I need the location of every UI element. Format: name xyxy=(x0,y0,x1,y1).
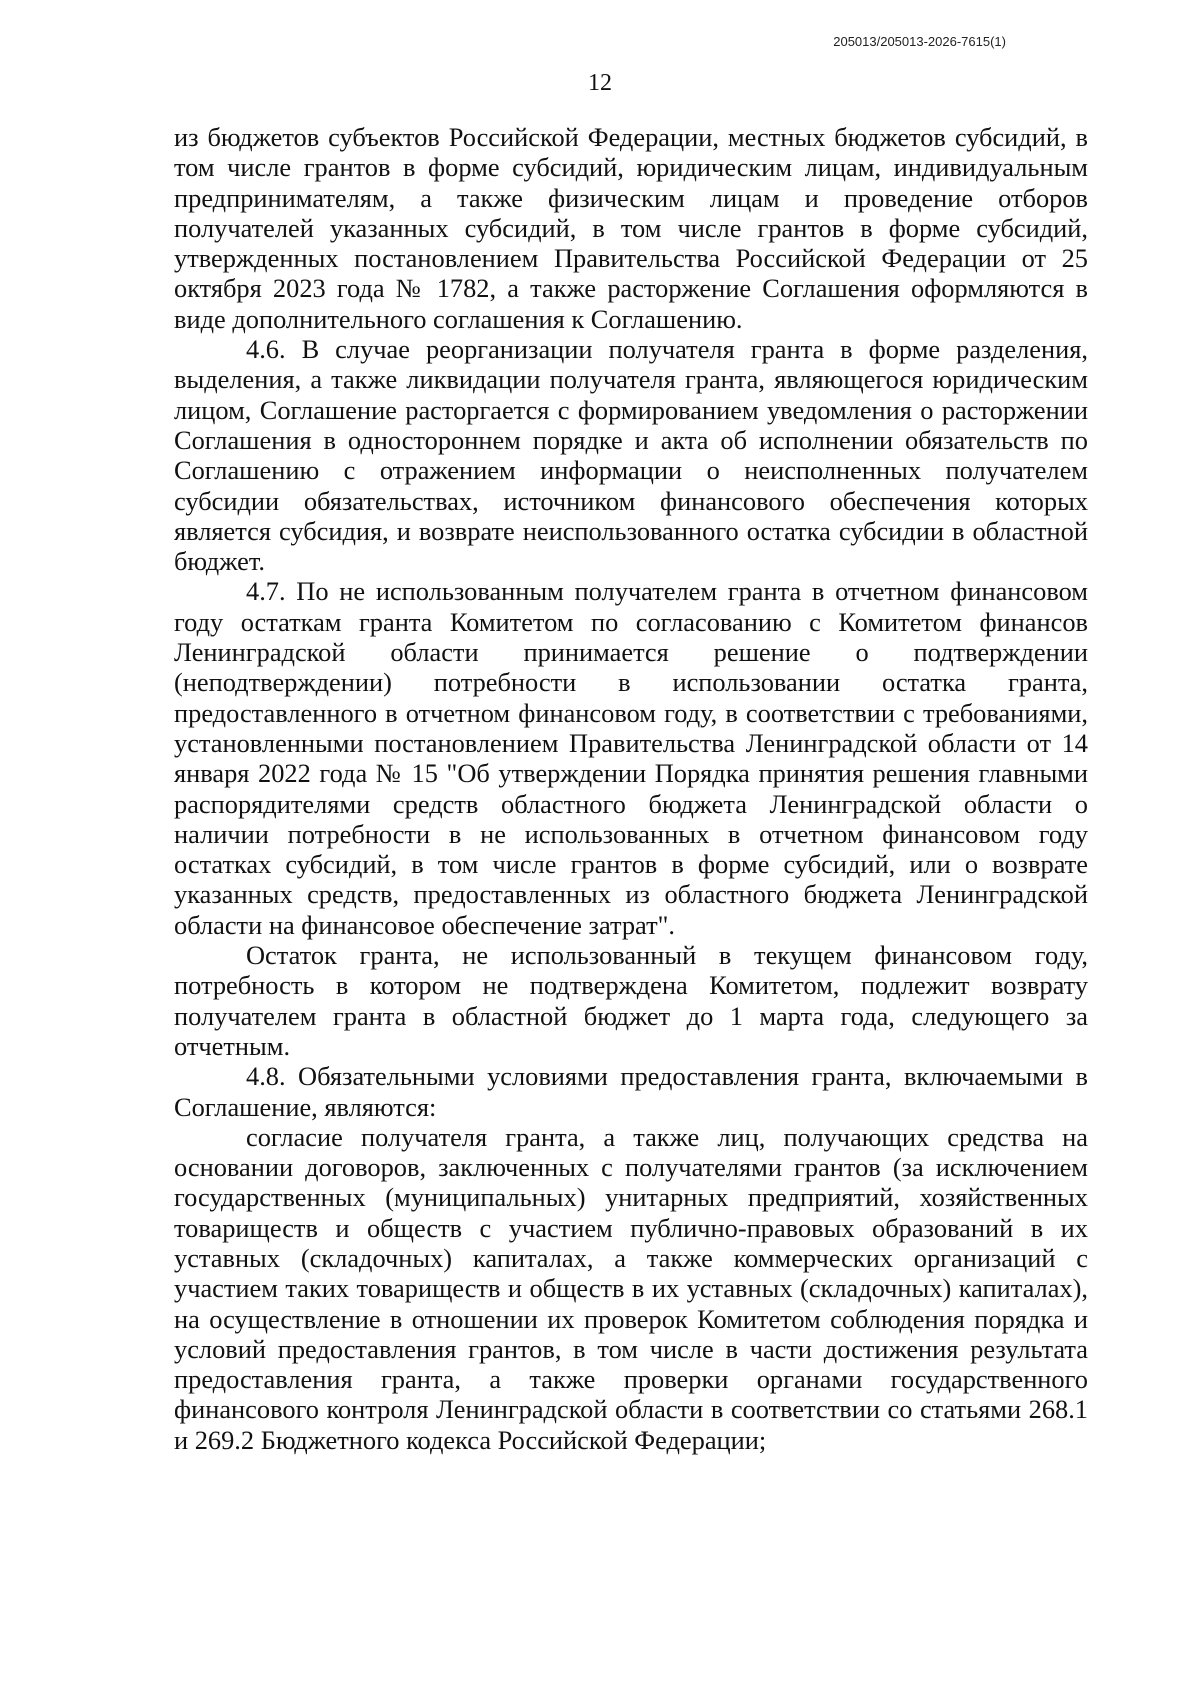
paragraph-4-7: 4.7. По не использованным получателем гранта в отчетном финансовом году остаткам гранта Комитетом по согласованию с Комитетом финансов Ленинградской области принимается решение о подтверждении (неподтверждении) потребности в использовании остатка гранта, предоставленного в отчетном финансовом году, в соответствии с требованиями, установленными постановлением Правительства Ленинградской области от 14 января 2022 года № 15 "Об утверждении Порядка принятия решения главными распорядителями средств областного бюджета Ленинградской области о наличии потребности в не использованных в отчетном финансовом году остатках субсидий, в том числе грантов в форме субсидий, или о возврате указанных средств, предоставленных из областного бюджета Ленинградской области на финансовое обеспечение затрат". xyxy=(174,576,1088,940)
paragraph-4-8: 4.8. Обязательными условиями предоставления гранта, включаемыми в Соглашение, являются: xyxy=(174,1061,1088,1122)
paragraph-grant-remainder: Остаток гранта, не использованный в текущем финансовом году, потребность в котором не подтверждена Комитетом, подлежит возврату получателем гранта в областной бюджет до 1 марта года, следующего за отчетным. xyxy=(174,940,1088,1061)
paragraph-continuation: из бюджетов субъектов Российской Федерации, местных бюджетов субсидий, в том числе грантов в форме субсидий, юридическим лицам, индивидуальным предпринимателям, а также физическим лицам и проведение отборов получателей указанных субсидий, в том числе грантов в форме субсидий, утвержденных постановлением Правительства Российской Федерации от 25 октября 2023 года № 1782, а также расторжение Соглашения оформляются в виде дополнительного соглашения к Соглашению. xyxy=(174,122,1088,334)
paragraph-consent-condition: согласие получателя гранта, а также лиц, получающих средства на основании договоров, заключенных с получателями грантов (за исключением государственных (муниципальных) унитарных предприятий, хозяйственных товариществ и обществ с участием публично-правовых образований в их уставных (складочных) капиталах, а также коммерческих организаций с участием таких товариществ и обществ в их уставных (складочных) капиталах), на осуществление в отношении их проверок Комитетом соблюдения порядка и условий предоставления грантов, в том числе в части достижения результата предоставления гранта, а также проверки органами государственного финансового контроля Ленинградской области в соответствии со статьями 268.1 и 269.2 Бюджетного кодекса Российской Федерации; xyxy=(174,1121,1088,1455)
paragraph-4-6: 4.6. В случае реорганизации получателя гранта в форме разделения, выделения, а также ликвидации получателя гранта, являющегося юридическим лицом, Соглашение расторгается с формированием уведомления о расторжении Соглашения в одностороннем порядке и акта об исполнении обязательств по Соглашению с отражением информации о неисполненных получателем субсидии обязательствах, источником финансового обеспечения которых является субсидия, и возврате неиспользованного остатка субсидии в областной бюджет. xyxy=(174,334,1088,577)
document-body xyxy=(174,122,1088,1455)
document-id: 205013/205013-2026-7615(1) xyxy=(833,34,1006,49)
page-number: 12 xyxy=(588,70,612,96)
